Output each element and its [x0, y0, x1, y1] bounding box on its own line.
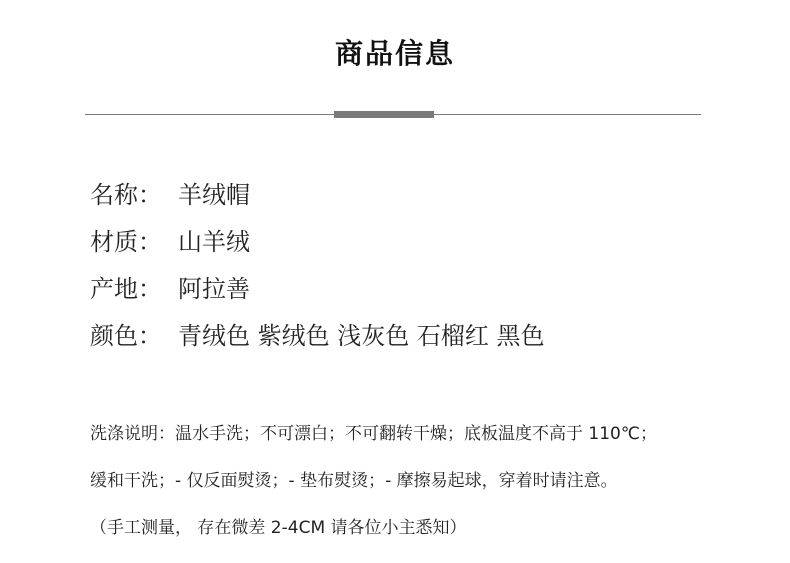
spec-value: 阿拉善: [178, 274, 250, 303]
care-instructions-line1: 洗涤说明：温水手洗；不可漂白；不可翻转干燥；底板温度不高于 110℃；: [90, 424, 657, 444]
spec-row-colors: [90, 317, 545, 349]
spec-key: 颜色：: [90, 321, 162, 350]
spec-value: 山羊绒: [178, 227, 250, 256]
divider-accent: [334, 111, 434, 118]
spec-row-material: [90, 223, 250, 255]
spec-key: 名称：: [90, 180, 162, 209]
spec-key: 产地：: [90, 274, 162, 303]
spec-row-name: [90, 176, 250, 208]
spec-value: 青绒色 紫绒色 浅灰色 石榴红 黑色: [178, 321, 545, 350]
page-title: 商品信息: [334, 37, 455, 70]
measurement-note: （手工测量， 存在微差 2-4CM 请各位小主悉知）: [90, 518, 467, 538]
spec-row-origin: [90, 270, 250, 302]
care-instructions-line2: 缓和干洗；- 仅反面熨烫；- 垫布熨烫；- 摩擦易起球，穿着时请注意。: [90, 471, 618, 491]
spec-value: 羊绒帽: [178, 180, 250, 209]
spec-key: 材质：: [90, 227, 162, 256]
